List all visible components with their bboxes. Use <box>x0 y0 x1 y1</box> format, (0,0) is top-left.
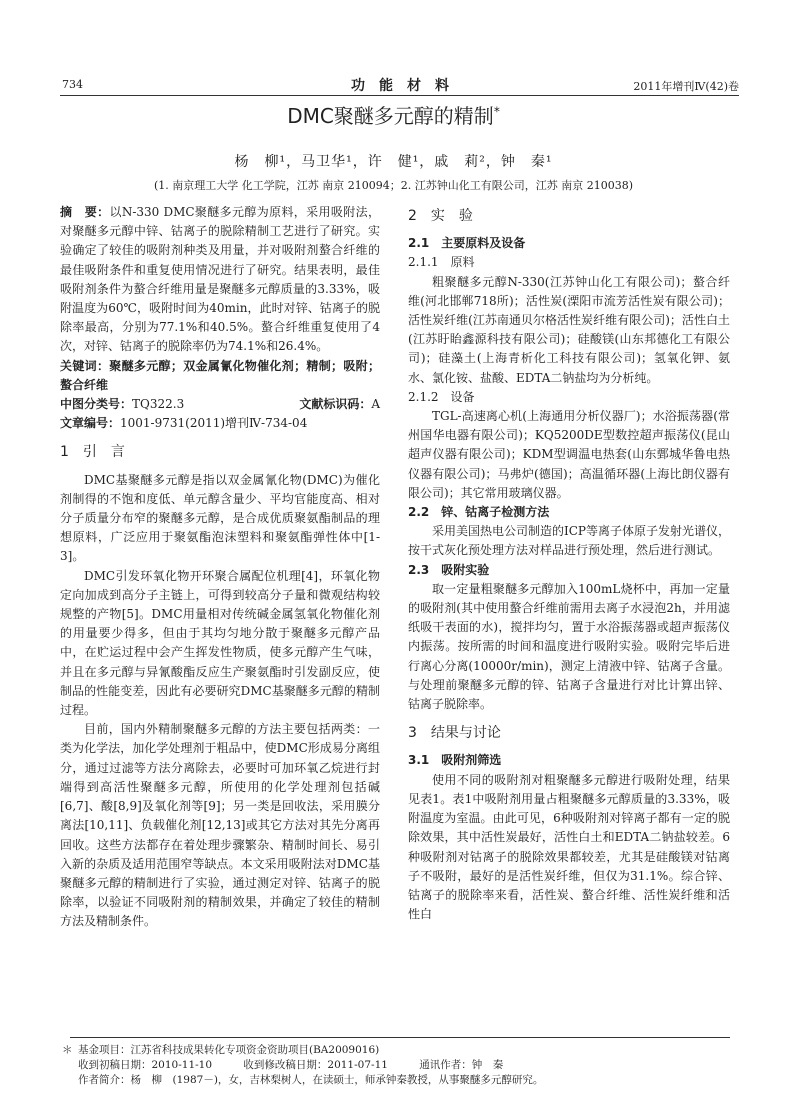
footnote-dates <box>78 1058 738 1072</box>
subsection-2-1-1: 2.1.1 原料 <box>408 255 475 270</box>
left-column <box>60 203 380 932</box>
section-heading-results: 3 结果与讨论 <box>408 725 501 742</box>
article-number <box>60 414 380 433</box>
corresponding-label: 通讯作者： <box>419 1059 472 1071</box>
header-rule <box>60 95 739 96</box>
intro-paragraph-1: DMC基聚醚多元醇是指以双金属氰化物(DMC)为催化剂制得的不饱和度低、单元醇含量少、平均官能度高、相对分子质量分布窄的聚醚多元醇，是合成优质聚氨酯制品的理想原料，广泛应用于聚氨酯泡沫塑料和聚氨酯弹性体中[1-3]。 <box>60 472 380 564</box>
subsection-2-3: 2.3 吸附实验 <box>408 562 490 577</box>
subsection-2-1-2: 2.1.2 设备 <box>408 389 475 404</box>
corresponding-author: 钟 秦 <box>471 1059 504 1071</box>
issue-info: 2011年增刊Ⅳ(42)卷 <box>633 80 739 93</box>
subsection-3-1: 3.1 吸附剂筛选 <box>408 753 502 768</box>
clc-label: 中图分类号： <box>60 397 133 412</box>
paper-title: DMC聚醚多元醇的精制* <box>287 104 500 128</box>
author-bio: 作者简介：杨 柳 (1987－)，女，吉林梨树人，在读硕士，师承钟秦教授，从事聚醚多元醇研究。 <box>78 1074 544 1086</box>
article-no: 1001-9731(2011)增刊Ⅳ-734-04 <box>120 416 308 431</box>
footnote-fund: 基金项目：江苏省科技成果转化专项资金资助项目(BA2009016) <box>78 1044 380 1056</box>
intro-paragraph-2: DMC引发环氧化物开环聚合属配位机理[4]，环氧化物定向加成到高分子主链上，可得到较高分子量和微观结构较规整的产物[5]。DMC用量相对传统碱金属氢氧化物催化剂的用量要少得多，但由于其均匀地分散于聚醚多元醇产品中，在贮运过程中会产生挥发性物质，使多元醇产生气味，并且在多元醇与异氰酸酯反应生产聚氨酯时引发副反应，使制品的性能变差，因此有必要研究DMC基聚醚多元醇的精制过程。 <box>60 568 380 718</box>
footnote-marker: ＊ <box>62 1044 73 1056</box>
keywords-label: 关键词： <box>60 358 110 373</box>
adsorption-paragraph: 取一定量粗聚醚多元醇加入100mL烧杯中，再加一定量的吸附剂(其中使用螯合纤维前需用去离子水浸泡2h，并用滤纸吸干表面的水)，搅拌均匀，置于水浴振荡器或超声振荡仪内振荡。按所需的时间和温度进行吸附实验。吸附完毕后进行离心分离(10000r/min)，测定上清液中锌、钴离子含量。与处理前聚醚多元醇的锌、钴离子含量进行对比计算出锌、钴离子脱除率。 <box>408 581 730 712</box>
keywords-text: 聚醚多元醇；双金属氰化物催化剂；精制；吸附；螯合纤维 <box>60 358 380 392</box>
right-column <box>408 203 730 924</box>
subsection-2-2: 2.2 锌、钴离子检测方法 <box>408 505 550 520</box>
title-mark: * <box>493 104 500 119</box>
doc-code: A <box>371 397 380 412</box>
detection-paragraph: 采用美国热电公司制造的ICP等离子体原子发射光谱仪，按干式灰化预处理方法对样品进行预处理，然后进行测试。 <box>408 524 730 558</box>
materials-paragraph: 粗聚醚多元醇N-330(江苏钟山化工有限公司)；螯合纤维(河北邯郸718所)；活性炭(溧阳市流芳活性炭有限公司)；活性炭纤维(江苏南通贝尔格活性炭纤维有限公司)；活性白土(江苏盱眙鑫源科技有限公司)；硅酸镁(山东邦德化工有限公司)；硅藻土(上海青析化工科技有限公司)；氢氧化钾、氨水、氯化铵、盐酸、EDTA二钠盐均为分析纯。 <box>408 274 730 385</box>
equipment-paragraph: TGL-高速离心机(上海通用分析仪器厂)；水浴振荡器(常州国华电器有限公司)；KQ5200DE型数控超声振荡仪(昆山超声仪器有限公司)；KDM型调温电热套(山东鄄城华鲁电热仪器有限公司)；马弗炉(德国)；高温循环器(上海比朗仪器有限公司)；其它常用玻璃仪器。 <box>408 409 730 500</box>
revised-date: 收到修改稿日期：2011-07-11 <box>243 1059 388 1071</box>
doc-code-label: 文献标识码： <box>299 397 372 412</box>
journal-name: 功 能 材 料 <box>351 78 449 94</box>
footnote-rule <box>70 1037 730 1038</box>
abstract-text: 以N-330 DMC聚醚多元醇为原料，采用吸附法，对聚醚多元醇中锌、钴离子的脱除精制工艺进行了研究。实验确定了较佳的吸附剂种类及用量，并对吸附剂螯合纤维的最佳吸附条件和重复使用情况进行了研究。结果表明，最佳吸附剂条件为螯合纤维用量是聚醚多元醇质量的3.33%，吸附温度为60℃，吸附时间为40min，此时对锌、钴离子的脱除率最高，分别为77.1%和40.5%。螯合纤维重复使用了4次，对锌、钴离子的脱除率仍为74.1%和26.4%。 <box>60 205 380 354</box>
intro-paragraph-3: 目前，国内外精制聚醚多元醇的方法主要包括两类：一类为化学法，加化学处理剂于粗品中，使DMC形成易分离组分，通过过滤等方法分离除去，必要时可加环氧乙烷进行封端得到高活性聚醚多元醇，所使用的化学处理剂包括碱[6,7]、酸[8,9]及氧化剂等[9]；另一类是回收法，采用膜分离法[10,11]、负载催化剂[12,13]或其它方法对其先分离再回收。这些方法都存在着处理步骤繁杂、精制时间长、易引入新的杂质及适用范围窄等缺点。本文采用吸附法对DMC基聚醚多元醇的精制进行了实验，通过测定对锌、钴离子的脱除率，以验证不同吸附剂的精制效果，并确定了较佳的精制方法及精制条件。 <box>60 722 380 929</box>
abstract <box>60 203 380 357</box>
subsection-2-1: 2.1 主要原料及设备 <box>408 236 526 251</box>
article-no-label: 文章编号： <box>60 416 121 431</box>
affiliation: (1. 南京理工大学 化工学院，江苏 南京 210094；2. 江苏钟山化工有限公司，江苏 南京 210038) <box>153 179 634 192</box>
classification <box>60 395 380 414</box>
section-heading-intro: 1 引 言 <box>60 444 125 461</box>
keywords <box>60 357 380 395</box>
results-paragraph-1: 使用不同的吸附剂对粗聚醚多元醇进行吸附处理，结果见表1。表1中吸附剂用量占粗聚醚多元醇质量的3.33%，吸附温度为室温。由此可见，6种吸附剂对锌离子都有一定的脱除效果，其中活性炭最好，活性白土和EDTA二钠盐较差。6种吸附剂对钴离子的脱除效果都较差，尤其是硅酸镁对钴离子不吸附，最好的是活性炭纤维，但仅为31.1%。综合锌、钴离子的脱除率来看，活性炭、螯合纤维、活性炭纤维和活性白 <box>408 772 730 922</box>
page-number: 734 <box>62 78 83 91</box>
abstract-label: 摘 要： <box>60 205 110 219</box>
authors: 杨 柳¹，马卫华¹，许 健¹，戚 莉²，钟 秦¹ <box>234 154 553 170</box>
section-heading-experiment: 2 实 验 <box>408 208 473 224</box>
received-date: 收到初稿日期：2010-11-10 <box>78 1059 213 1071</box>
clc-code: TQ322.3 <box>132 397 185 412</box>
